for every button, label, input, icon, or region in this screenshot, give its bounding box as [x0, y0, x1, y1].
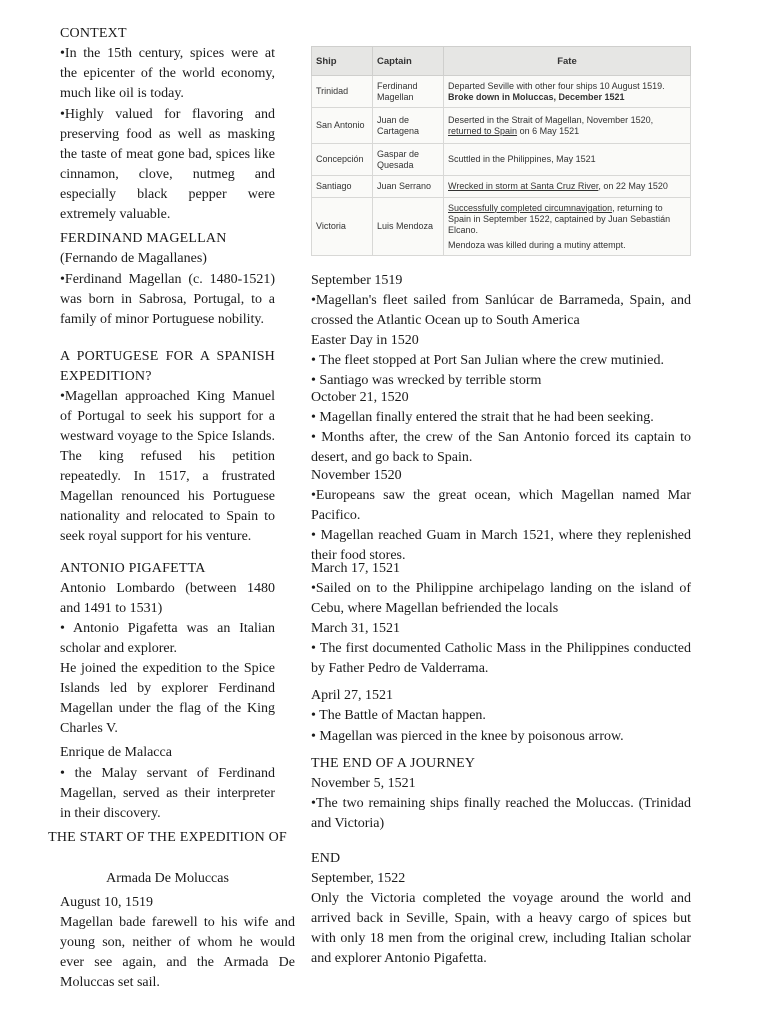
mar17-1521-date: March 17, 1521	[311, 561, 401, 576]
table-row	[312, 176, 691, 198]
nov-1520-date: November 1520	[311, 468, 402, 483]
ship-cell: Victoria	[312, 198, 373, 256]
apr27-paragraph-2: • Magellan was pierced in the knee by poisonous arrow.	[311, 729, 624, 744]
end-of-journey-heading: THE END OF A JOURNEY	[311, 756, 476, 771]
returned-to-spain-link[interactable]: returned to Spain	[448, 125, 518, 136]
oct-paragraph-2: • Months after, the crew of the San Antonio forced its captain to desert, and go back to Spain.	[311, 430, 691, 465]
armada-name: Armada De Moluccas	[106, 871, 229, 886]
nov-1521-paragraph: •The two remaining ships finally reached the Moluccas. (Trinidad and Victoria)	[311, 796, 691, 831]
ship-cell: Trinidad	[312, 76, 373, 108]
fate-cell	[444, 108, 691, 144]
easter-paragraph-1: • The fleet stopped at Port San Julian where the crew mutinied.	[311, 353, 664, 368]
sep-1522-date: September, 1522	[311, 871, 406, 886]
oct-1520-date: October 21, 1520	[311, 390, 409, 405]
fate-cell	[444, 176, 691, 198]
fate-text: Deserted in the Strait of Magellan, November 1520,	[448, 114, 654, 125]
nov-1521-date: November 5, 1521	[311, 776, 416, 791]
mar17-paragraph: •Sailed on to the Philippine archipelago landing on the island of Cebu, where Magellan befriended the locals	[311, 581, 691, 616]
table-row	[312, 108, 691, 144]
oct-paragraph-1: • Magellan finally entered the strait that he had been seeking.	[311, 410, 654, 425]
sep-1522-paragraph: Only the Victoria completed the voyage around the world and arrived back in Seville, Spain, with a heavy cargo of spices but with only 18 men from the original crew, including Italian scholar and explorer Antonio Pigafetta.	[311, 891, 691, 966]
sep-1519-paragraph: •Magellan's fleet sailed from Sanlúcar de Barrameda, Spain, and crossed the Atlantic Ocean up to South America	[311, 293, 691, 328]
table-row	[312, 76, 691, 108]
table-row	[312, 144, 691, 176]
expedition-heading: THE START OF THE EXPEDITION OF	[48, 830, 287, 845]
ship-fate-table	[311, 46, 691, 256]
magellan-subtitle: (Fernando de Magallanes)	[60, 251, 207, 266]
magellan-paragraph: •Ferdinand Magellan (c. 1480-1521) was born in Sabrosa, Portugal, to a family of minor Portuguese nobility.	[60, 272, 275, 327]
sep-1519-date: September 1519	[311, 273, 403, 288]
fate-cell: Scuttled in the Philippines, May 1521	[444, 144, 691, 176]
fate-text: , returning to Spain in September 1522, captained by Juan Sebastián Elcano.	[448, 202, 671, 235]
captain-cell: Ferdinand Magellan	[373, 76, 444, 108]
table-row	[312, 198, 691, 256]
fate-text: Departed Seville with other four ships 10 August 1519.	[448, 80, 665, 91]
nov-1520-paragraph-1: •Europeans saw the great ocean, which Magellan named Mar Pacifico.	[311, 488, 691, 523]
portugese-paragraph: •Magellan approached King Manuel of Portugal to seek his support for a westward voyage to the Spice Islands. The king refused his petition repeatedly. In 1517, a frustrated Magellan renounced his Portuguese nationality and relocated to Spain to seek royal support for his venture.	[60, 389, 275, 544]
enrique-paragraph: • the Malay servant of Ferdinand Magellan, served as their interpreter in their discovery.	[60, 766, 275, 821]
enrique-heading: Enrique de Malacca	[60, 745, 172, 760]
fate-cell	[444, 198, 691, 256]
captain-cell: Gaspar de Quesada	[373, 144, 444, 176]
mar31-1521-date: March 31, 1521	[311, 621, 401, 636]
context-paragraph-2: •Highly valued for flavoring and preserving food as well as masking the taste of meat gone bad, spices like cinnamon, clove, nutmeg and especially black pepper were extremely valuable.	[60, 107, 275, 222]
ship-cell: San Antonio	[312, 108, 373, 144]
captain-cell: Juan de Cartagena	[373, 108, 444, 144]
pigafetta-paragraph-1: • Antonio Pigafetta was an Italian scholar and explorer.	[60, 621, 275, 656]
fate-text-end: , on 22 May 1520	[598, 181, 668, 191]
august-1519-paragraph: Magellan bade farewell to his wife and young son, neither of whom he would ever see again, and the Armada De Moluccas set sail.	[60, 915, 295, 990]
portugese-heading: A PORTUGESE FOR A SPANISH EXPEDITION?	[60, 349, 275, 384]
apr27-1521-date: April 27, 1521	[311, 688, 394, 703]
august-1519-date: August 10, 1519	[60, 895, 153, 910]
easter-1520-date: Easter Day in 1520	[311, 333, 419, 348]
circumnavigation-link[interactable]: Successfully completed circumnavigation	[448, 202, 613, 213]
header-captain: Captain	[373, 47, 444, 76]
context-heading: CONTEXT	[60, 26, 127, 41]
context-paragraph-1: •In the 15th century, spices were at the epicenter of the world economy, much like oil is today.	[60, 46, 275, 101]
fate-text-end: on 6 May 1521	[519, 125, 580, 136]
pigafetta-heading: ANTONIO PIGAFETTA	[60, 561, 206, 576]
end-heading: END	[311, 851, 341, 866]
easter-paragraph-2: • Santiago was wrecked by terrible storm	[311, 373, 542, 388]
fate-text-note: Mendoza was killed during a mutiny attempt.	[448, 239, 626, 250]
ship-fate-table-image	[311, 46, 691, 256]
header-fate: Fate	[444, 47, 691, 76]
pigafetta-paragraph-2: He joined the expedition to the Spice Islands led by explorer Ferdinand Magellan under the flag of the King Charles V.	[60, 661, 275, 736]
header-ship: Ship	[312, 47, 373, 76]
apr27-paragraph-1: • The Battle of Mactan happen.	[311, 708, 486, 723]
fate-cell	[444, 76, 691, 108]
fate-text-bold: Broke down in Moluccas, December 1521	[448, 91, 625, 102]
nov-1520-paragraph-2: • Magellan reached Guam in March 1521, where they replenished their food stores.	[311, 528, 691, 563]
ship-cell: Santiago	[312, 176, 373, 198]
captain-cell: Juan Serrano	[373, 176, 444, 198]
captain-cell: Luis Mendoza	[373, 198, 444, 256]
pigafetta-subtitle: Antonio Lombardo (between 1480 and 1491 to 1531)	[60, 581, 275, 616]
ship-cell: Concepción	[312, 144, 373, 176]
mar31-paragraph: • The first documented Catholic Mass in the Philippines conducted by Father Pedro de Valderrama.	[311, 641, 691, 676]
wrecked-santa-cruz-link[interactable]: Wrecked in storm at Santa Cruz River	[448, 181, 599, 191]
magellan-heading: FERDINAND MAGELLAN	[60, 231, 227, 246]
